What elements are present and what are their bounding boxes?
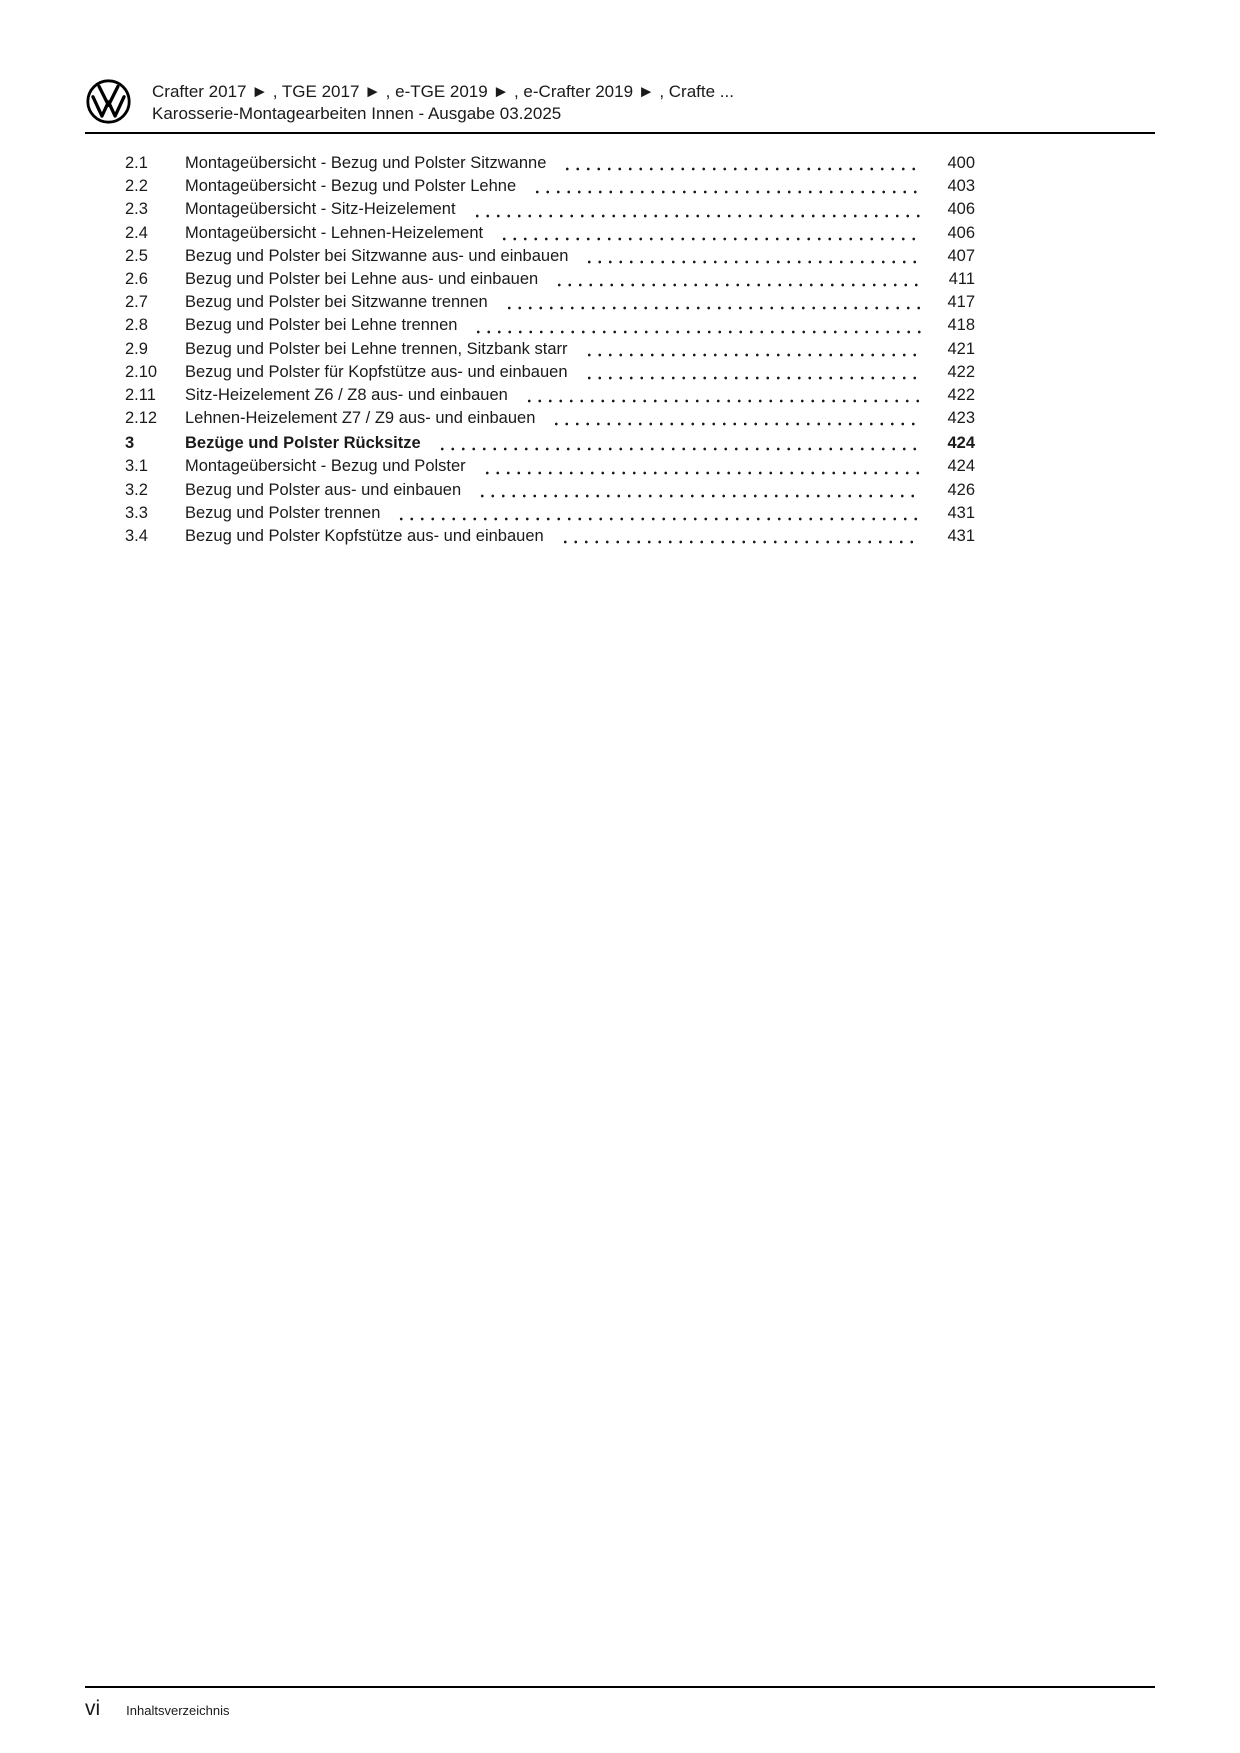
- footer-divider: [85, 1686, 1155, 1688]
- dot-leader: [468, 198, 921, 221]
- toc-entry-page: 422: [947, 385, 975, 404]
- toc-row: [125, 384, 975, 407]
- dot-leader: [495, 222, 921, 245]
- toc-row: [125, 268, 975, 291]
- header-text-block: [152, 78, 734, 125]
- toc-entry-title: Montageübersicht - Sitz-Heizelement: [185, 200, 456, 219]
- toc-row: [125, 291, 975, 314]
- toc-entry-title: Lehnen-Heizelement Z7 / Z9 aus- und einbauen: [185, 409, 536, 428]
- toc-entry-number: 2.2: [125, 177, 148, 196]
- toc-entry-title: Montageübersicht - Bezug und Polster: [185, 457, 466, 476]
- toc-entry-page: 431: [947, 503, 975, 522]
- toc-row: [125, 222, 975, 245]
- toc-entry-number: 2.6: [125, 269, 148, 288]
- toc-entry-title: Montageübersicht - Bezug und Polster Sitzwanne: [185, 154, 547, 172]
- toc-entry-page: 424: [947, 457, 975, 476]
- toc-entry-page: 421: [947, 339, 975, 358]
- dot-leader: [580, 245, 921, 268]
- dot-leader: [433, 432, 921, 455]
- document-title: Crafter 2017 ► , TGE 2017 ► , e-TGE 2019 ► , e-Crafter 2019 ► , Crafte ...: [152, 82, 734, 101]
- toc-entry-title: Bezug und Polster Kopfstütze aus- und einbauen: [185, 527, 544, 545]
- toc-entry-page: 424: [947, 434, 975, 453]
- toc-entry-title: Montageübersicht - Bezug und Polster Lehne: [185, 177, 517, 196]
- toc-row: [125, 407, 975, 430]
- dot-leader: [556, 525, 921, 548]
- toc-entry-title: Sitz-Heizelement Z6 / Z8 aus- und einbauen: [185, 385, 508, 404]
- toc-row: [125, 525, 975, 548]
- dot-leader: [580, 361, 921, 384]
- toc-row: [125, 455, 975, 478]
- toc-entry-title: Bezug und Polster bei Sitzwanne trennen: [185, 293, 488, 312]
- toc-row: [125, 152, 975, 175]
- toc-entry-number: 3.4: [125, 527, 148, 545]
- toc-entry-number: 2.3: [125, 200, 148, 219]
- toc-entry-title: Montageübersicht - Lehnen-Heizelement: [185, 223, 484, 242]
- toc-entry-page: 406: [947, 223, 975, 242]
- toc-entry-page: 400: [947, 154, 975, 172]
- toc-entry-title: Bezug und Polster aus- und einbauen: [185, 480, 462, 499]
- toc-row: [125, 432, 975, 455]
- toc-entry-number: 2.9: [125, 339, 148, 358]
- toc-entry-title: Bezug und Polster bei Lehne trennen, Sitzbank starr: [185, 339, 568, 358]
- toc-row: [125, 479, 975, 502]
- toc-entry-page: 431: [947, 527, 975, 545]
- header-divider: [85, 132, 1155, 134]
- footer-line: [85, 1697, 1155, 1721]
- toc-row: [125, 338, 975, 361]
- toc-entry-number: 2.10: [125, 362, 158, 381]
- dot-leader: [580, 338, 922, 361]
- toc-row: [125, 361, 975, 384]
- toc-entry-page: 418: [947, 316, 975, 335]
- toc-entry-title: Bezug und Polster bei Lehne trennen: [185, 316, 458, 335]
- dot-leader: [473, 479, 921, 502]
- footer-section-label: Inhaltsverzeichnis: [126, 1703, 230, 1718]
- toc-row: [125, 245, 975, 268]
- toc-entry-page: 426: [947, 480, 975, 499]
- toc-entry-number: 2.1: [125, 154, 148, 172]
- toc-entry-number: 3.1: [125, 457, 148, 476]
- toc-entry-number: 2.4: [125, 223, 148, 242]
- dot-leader: [392, 502, 921, 525]
- table-of-contents: [85, 152, 1155, 548]
- toc-entry-number: 3.3: [125, 503, 148, 522]
- toc-row: [125, 502, 975, 525]
- toc-entry-number: 2.8: [125, 316, 148, 335]
- toc-entry-page: 422: [947, 362, 975, 381]
- toc-entry-number: 2.12: [125, 409, 158, 428]
- page-footer: [85, 1686, 1155, 1721]
- toc-entry-number: 2.7: [125, 293, 148, 312]
- toc-entry-title: Bezüge und Polster Rücksitze: [185, 434, 421, 453]
- dot-leader: [528, 175, 921, 198]
- toc-row: [125, 175, 975, 198]
- toc-entry-title: Bezug und Polster bei Lehne aus- und einbauen: [185, 269, 539, 288]
- toc-entry-title: Bezug und Polster trennen: [185, 503, 381, 522]
- dot-leader: [558, 152, 921, 175]
- footer-page-number: vi: [85, 1697, 101, 1720]
- toc-entry-number: 3.2: [125, 480, 148, 499]
- toc-entry-page: 406: [947, 200, 975, 219]
- dot-leader: [469, 314, 921, 337]
- toc-entry-page: 403: [947, 177, 975, 196]
- dot-leader: [500, 291, 921, 314]
- toc-row: [125, 198, 975, 221]
- toc-entry-page: 407: [947, 246, 975, 265]
- toc-entry-title: Bezug und Polster für Kopfstütze aus- und einbauen: [185, 362, 568, 381]
- vw-logo-icon: [85, 78, 132, 125]
- dot-leader: [520, 384, 921, 407]
- toc-entry-number: 2.11: [125, 385, 156, 404]
- toc-row: [125, 314, 975, 337]
- toc-entry-page: 417: [947, 293, 975, 312]
- toc-entry-number: 2.5: [125, 246, 148, 265]
- dot-leader: [478, 455, 921, 478]
- toc-entry-number: 3: [125, 434, 135, 453]
- toc-entry-page: 423: [947, 409, 975, 428]
- page-header: [85, 0, 1155, 125]
- toc-entry-title: Bezug und Polster bei Sitzwanne aus- und einbauen: [185, 246, 569, 265]
- dot-leader: [550, 268, 921, 291]
- dot-leader: [547, 407, 921, 430]
- document-subtitle: Karosserie-Montagearbeiten Innen - Ausgabe 03.2025: [152, 104, 562, 123]
- toc-entry-page: 411: [948, 269, 975, 288]
